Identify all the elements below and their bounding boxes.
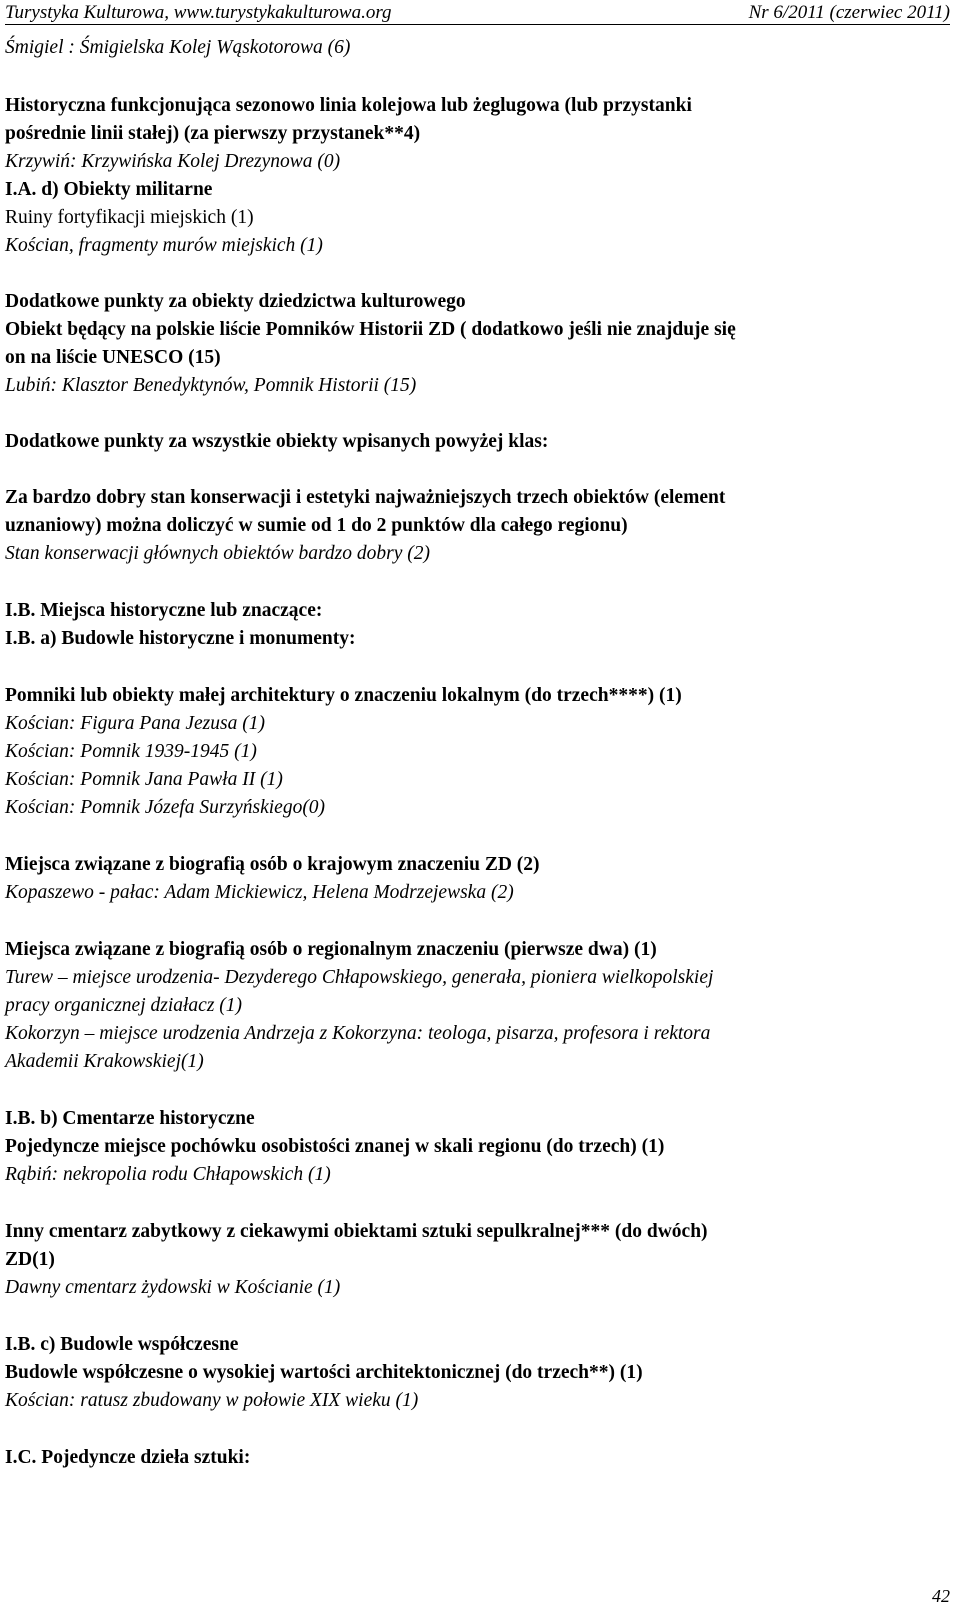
section-heading: I.B. Miejsca historyczne lub znaczące: — [5, 600, 323, 621]
section-heading: ZD(1) — [5, 1249, 55, 1270]
section-heading: Pomniki lub obiekty małej architektury o znaczeniu lokalnym (do trzech****) (1) — [5, 685, 682, 706]
text-line: Kościan: Pomnik 1939-1945 (1) — [5, 741, 257, 762]
section-heading: uznaniowy) można doliczyć w sumie od 1 do 2 punktów dla całego regionu) — [5, 515, 628, 536]
section-heading: Miejsca związane z biografią osób o regionalnym znaczeniu (pierwsze dwa) (1) — [5, 939, 657, 960]
section-heading: Pojedyncze miejsce pochówku osobistości znanej w skali regionu (do trzech) (1) — [5, 1136, 665, 1157]
text-line: Kościan: Pomnik Jana Pawła II (1) — [5, 769, 283, 790]
section-heading: Za bardzo dobry stan konserwacji i estetyki najważniejszych trzech obiektów (element — [5, 487, 726, 508]
section-heading: I.B. a) Budowle historyczne i monumenty: — [5, 628, 356, 649]
text-line: Akademii Krakowskiej(1) — [5, 1051, 204, 1072]
section-heading: I.B. c) Budowle współczesne — [5, 1334, 239, 1355]
text-line: Kościan: ratusz zbudowany w połowie XIX wieku (1) — [5, 1390, 419, 1411]
text-line: Kościan: Figura Pana Jezusa (1) — [5, 713, 265, 734]
text-line: Rąbiń: nekropolia rodu Chłapowskich (1) — [5, 1164, 331, 1185]
section-heading: pośrednie linii stałej) (za pierwszy przystanek**4) — [5, 123, 421, 144]
text-line: Stan konserwacji głównych obiektów bardzo dobry (2) — [5, 543, 430, 564]
text-line: Kościan, fragmenty murów miejskich (1) — [5, 235, 323, 256]
section-heading: Miejsca związane z biografią osób o krajowym znaczeniu ZD (2) — [5, 854, 540, 875]
section-heading: Budowle współczesne o wysokiej wartości architektonicznej (do trzech**) (1) — [5, 1362, 643, 1383]
text-line: Ruiny fortyfikacji miejskich (1) — [5, 207, 254, 228]
section-heading: Inny cmentarz zabytkowy z ciekawymi obiektami sztuki sepulkralnej*** (do dwóch) — [5, 1221, 708, 1242]
text-line: Kościan: Pomnik Józefa Surzyńskiego(0) — [5, 797, 326, 818]
text-line: Lubiń: Klasztor Benedyktynów, Pomnik Historii (15) — [5, 375, 417, 396]
header-journal-title: Turystyka Kulturowa, www.turystykakulturowa.org — [5, 2, 392, 23]
text-line: Turew – miejsce urodzenia- Dezyderego Chłapowskiego, generała, pioniera wielkopolskiej — [5, 967, 714, 988]
section-heading: I.A. d) Obiekty militarne — [5, 179, 213, 200]
header-issue: Nr 6/2011 (czerwiec 2011) — [748, 2, 950, 23]
page-header — [5, 2, 950, 25]
text-line: Dawny cmentarz żydowski w Kościanie (1) — [5, 1277, 341, 1298]
section-heading: Obiekt będący na polskie liście Pomników Historii ZD ( dodatkowo jeśli nie znajduje się — [5, 319, 736, 340]
text-line: Krzywiń: Krzywińska Kolej Drezynowa (0) — [5, 151, 341, 172]
section-heading: I.C. Pojedyncze dzieła sztuki: — [5, 1447, 251, 1468]
section-heading: I.B. b) Cmentarze historyczne — [5, 1108, 255, 1129]
section-heading: on na liście UNESCO (15) — [5, 347, 221, 368]
text-line: Kokorzyn – miejsce urodzenia Andrzeja z Kokorzyna: teologa, pisarza, profesora i rektora — [5, 1023, 711, 1044]
section-heading: Dodatkowe punkty za obiekty dziedzictwa kulturowego — [5, 291, 466, 312]
text-line: Śmigiel : Śmigielska Kolej Wąskotorowa (6) — [5, 37, 351, 58]
section-heading: Historyczna funkcjonująca sezonowo linia kolejowa lub żeglugowa (lub przystanki — [5, 95, 692, 116]
text-line: pracy organicznej działacz (1) — [5, 995, 243, 1016]
text-line: Kopaszewo - pałac: Adam Mickiewicz, Helena Modrzejewska (2) — [5, 882, 514, 903]
page-number: 42 — [932, 1586, 950, 1606]
section-heading: Dodatkowe punkty za wszystkie obiekty wpisanych powyżej klas: — [5, 431, 549, 452]
